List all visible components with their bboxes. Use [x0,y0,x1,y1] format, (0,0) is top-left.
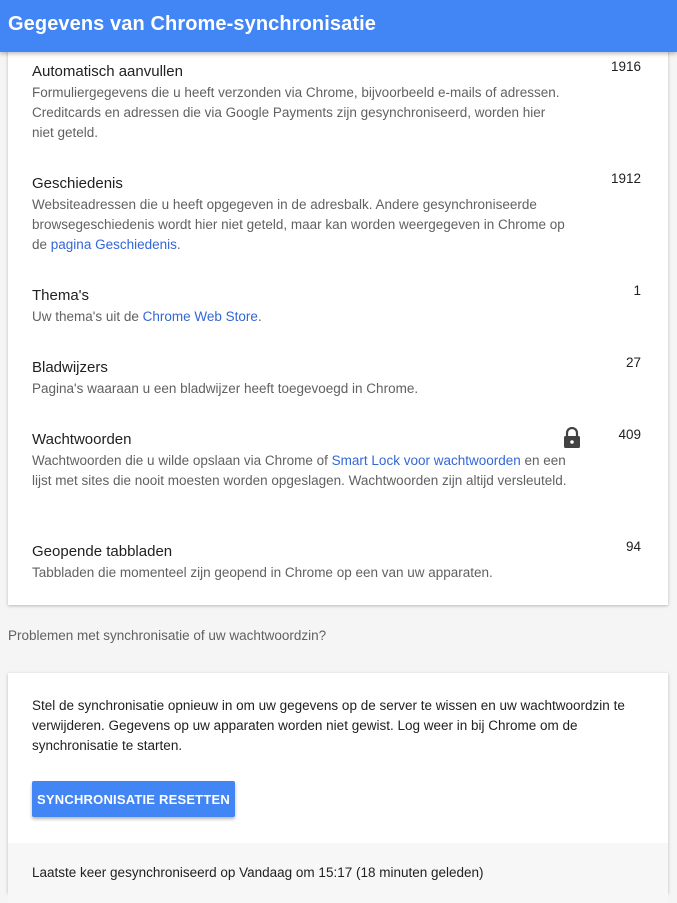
row-open-tabs [32,539,652,583]
row-title: Wachtwoorden [32,431,132,448]
row-history [32,171,652,255]
last-sync-text: Laatste keer gesynchroniseerd op Vandaag om 15:17 (18 minuten geleden) [32,865,484,880]
app-bar [0,0,677,52]
desc-text: Wachtwoorden die u wilde opslaan via Chrome of [32,453,332,468]
reset-sync-button[interactable]: SYNCHRONISATIE RESETTEN [32,781,235,817]
row-count: 94 [625,539,641,554]
desc-text: . [176,237,181,252]
desc-text: Websiteadressen die u heeft opgegeven in de adresbalk. Andere gesynchroniseerde browsegeschiedenis wordt hier niet geteld, maar kan worden weergegeven in Chrome op de [32,197,565,252]
row-count: 1912 [610,171,641,186]
row-autofill [32,59,652,143]
smart-lock-link[interactable]: Smart Lock voor wachtwoorden [331,453,521,468]
row-bookmarks [32,355,652,399]
row-description [32,451,567,491]
row-title: Automatisch aanvullen [32,63,183,80]
row-count: 1916 [610,59,641,74]
row-description: Tabbladen die momenteel zijn geopend in Chrome op een van uw apparaten. [32,565,493,580]
last-sync-bar [8,843,668,903]
web-store-link[interactable]: Chrome Web Store [142,309,258,324]
history-page-link[interactable]: pagina Geschiedenis [50,237,177,252]
row-passwords [32,427,652,491]
row-description [32,195,567,255]
lock-icon [563,427,581,449]
row-title: Thema's [32,287,90,304]
row-title: Geschiedenis [32,175,123,192]
desc-text: en een lijst met sites die nooit moesten worden opgeslagen. Wachtwoorden zijn altijd versleuteld. [32,453,567,488]
row-count: 27 [625,355,641,370]
desc-text: . [257,309,262,324]
row-description [32,307,567,327]
row-themes [32,283,652,327]
row-title: Bladwijzers [32,359,108,376]
desc-text: Uw thema's uit de [32,309,143,324]
sync-data-card [8,40,668,605]
row-count: 1 [633,283,641,298]
reset-description: Stel de synchronisatie opnieuw in om uw gegevens op de server te wissen en uw wachtwoordzin te verwijderen. Gegevens op uw apparaten worden niet gewist. Log weer in bij Chrome om de synchronisatie te starten. [32,698,625,753]
row-title: Geopende tabbladen [32,543,173,560]
reset-card [8,673,668,893]
row-count: 409 [618,427,641,442]
page-title: Gegevens van Chrome-synchronisatie [8,13,376,35]
trouble-heading: Problemen met synchronisatie of uw wachtwoordzin? [8,628,327,643]
row-description: Formuliergegevens die u heeft verzonden via Chrome, bijvoorbeeld e-mails of adressen. Creditcards en adressen die via Google Payments zijn gesynchroniseerd, worden hier niet geteld. [32,85,560,140]
row-description: Pagina's waaraan u een bladwijzer heeft toegevoegd in Chrome. [32,381,419,396]
